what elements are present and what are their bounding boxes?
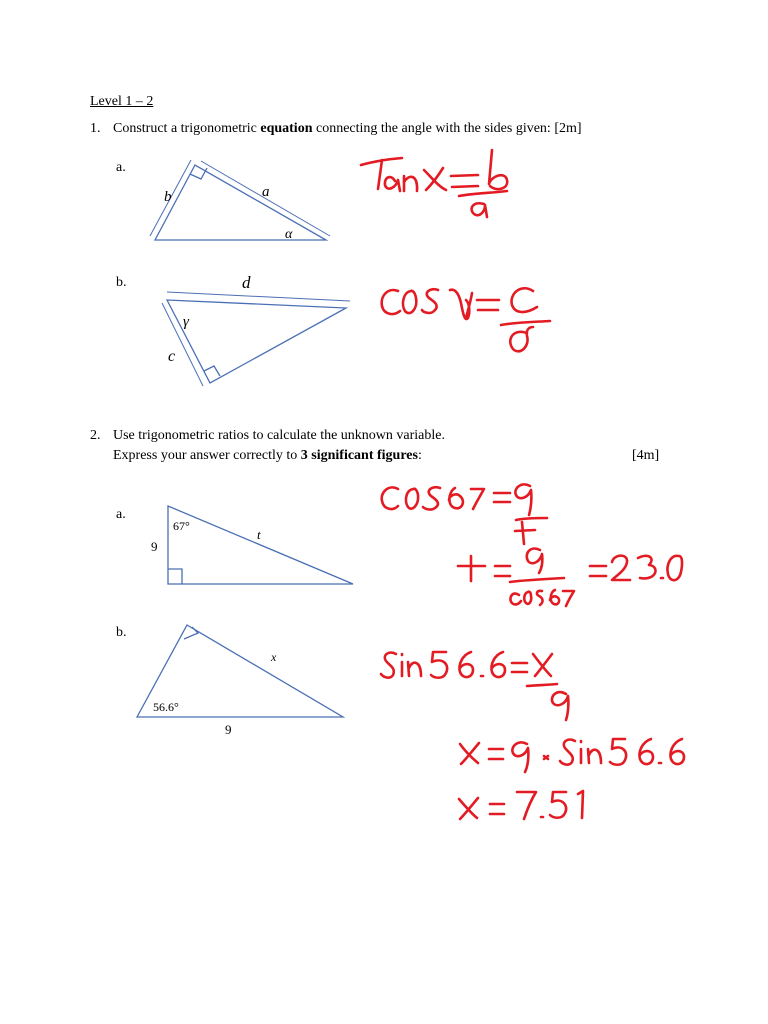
q1-text-part: Construct a trigonometric — [113, 121, 261, 136]
q1a-label: a. — [116, 160, 126, 175]
question-2-marks: [4m] — [632, 448, 660, 463]
handwritten-working-q2b — [381, 652, 684, 819]
q2b-unknown-label: x — [271, 650, 277, 664]
q2-text-bold: 3 significant figures — [300, 448, 418, 463]
q1-text-bold: equation — [260, 121, 313, 136]
question-1-number: 1. — [90, 121, 101, 136]
handwritten-working-q2a — [382, 484, 682, 606]
q1b-side-d-label: d — [242, 273, 251, 292]
q2-text-part: : — [417, 448, 422, 463]
triangle-q2a — [151, 506, 353, 584]
q2-text-part: Express your answer correctly to — [113, 448, 301, 463]
handwritten-answer-q1a — [361, 150, 507, 217]
q1a-angle-label: α — [285, 227, 293, 242]
q1b-angle-label: γ — [183, 314, 189, 330]
q2a-unknown-label: t — [257, 527, 261, 542]
q1b-side-c-label: c — [168, 348, 176, 365]
q2b-label: b. — [116, 625, 127, 640]
handwritten-answer-q1b — [382, 288, 550, 351]
question-2-number: 2. — [90, 428, 101, 443]
q1a-side-b-label: b — [164, 189, 172, 205]
question-2-line-1: Use trigonometric ratios to calculate the unknown variable. — [113, 428, 446, 443]
q1a-side-a-label: a — [262, 184, 270, 200]
worksheet-heading: Level 1 – 2 — [90, 94, 154, 109]
q1-text-part: connecting the angle with the sides given: [2m] — [312, 121, 582, 136]
q2a-side-label: 9 — [151, 539, 158, 554]
triangle-q1b — [162, 273, 350, 386]
triangle-q2b — [137, 625, 343, 737]
q2b-side-label: 9 — [225, 722, 232, 737]
q2a-label: a. — [116, 507, 126, 522]
q2a-angle-label: 67° — [173, 519, 190, 533]
triangle-q1a — [150, 160, 330, 242]
q1b-label: b. — [116, 275, 127, 290]
q2b-angle-label: 56.6° — [153, 700, 179, 714]
